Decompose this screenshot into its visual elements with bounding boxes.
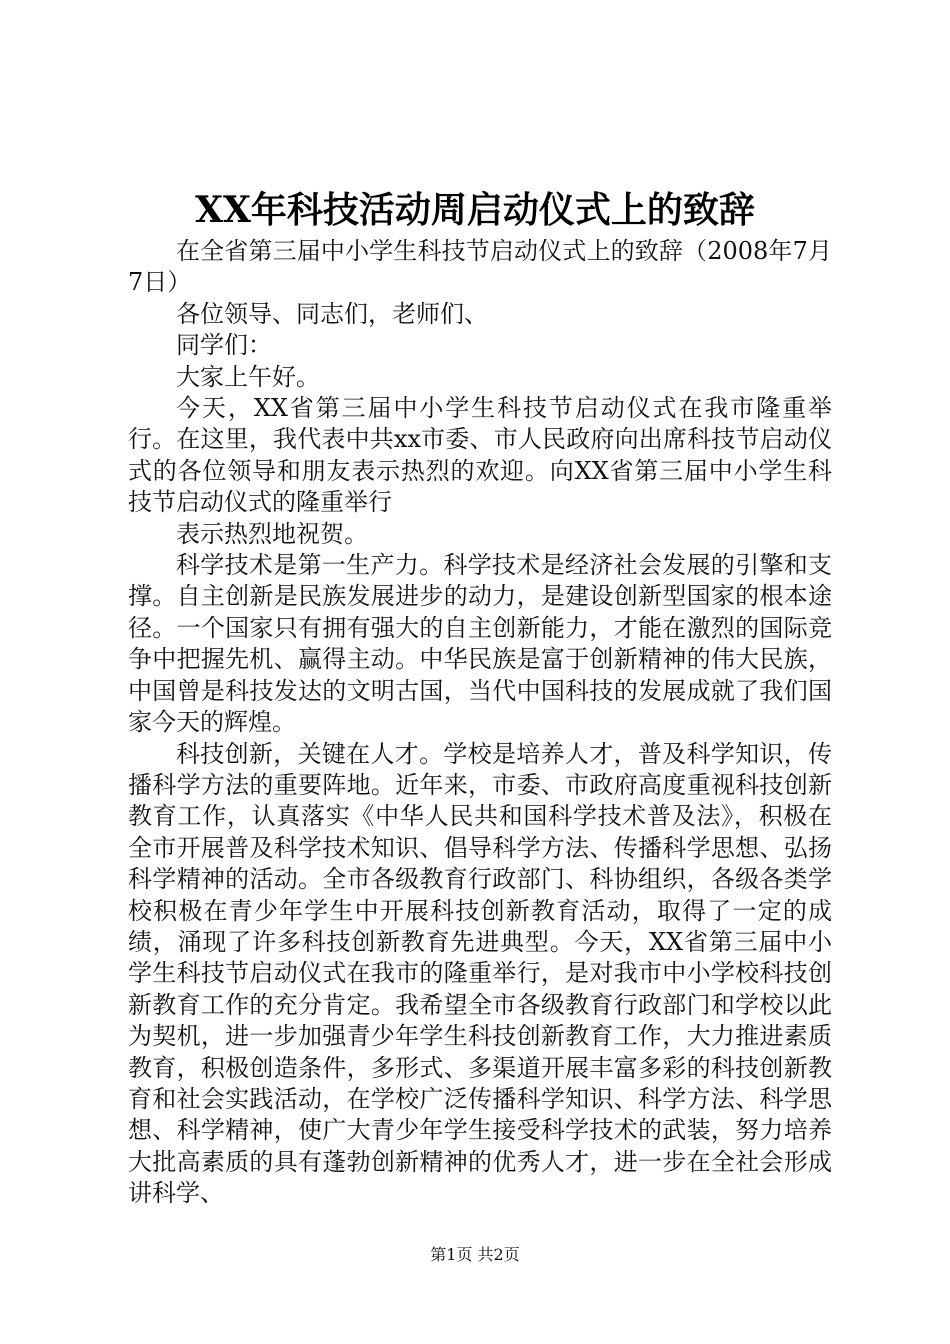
paragraph-heading-line: 在全省第三届中小学生科技节启动仪式上的致辞（2008年7月7日） [128, 237, 832, 297]
paragraph-science: 科学技术是第一生产力。科学技术是经济社会发展的引擎和支撑。自主创新是民族发展进步的动力，是建设创新型国家的根本途径。一个国家只有拥有强大的自主创新能力，才能在激烈的国际竞争中把握先机、赢得主动。中华民族是富于创新精神的伟大民族，中国曾是科技发达的文明古国，当代中国科技的发展成就了我们国家今天的辉煌。 [128, 551, 832, 737]
document-body [128, 236, 832, 1210]
paragraph-congrats: 表示热烈地祝贺。 [176, 519, 368, 548]
paragraph-greeting: 大家上午好。 [176, 362, 320, 391]
document-title: XX年科技活动周启动仪式上的致辞 [195, 189, 755, 231]
paragraph-salutation: 各位领导、同志们，老师们、 [176, 299, 488, 328]
paragraph-talent: 科技创新，关键在人才。学校是培养人才，普及科学知识，传播科学方法的重要阵地。近年来，市委、市政府高度重视科技创新教育工作，认真落实《中华人民共和国科学技术普及法》，积极在全市开展普及科学技术知识、倡导科学方法、传播科学思想、弘扬科学精神的活动。全市各级教育行政部门、科协组织，各级各类学校积极在青少年学生中开展科技创新教育活动，取得了一定的成绩，涌现了许多科技创新教育先进典型。今天，XX省第三届中小学生科技节启动仪式在我市的隆重举行，是对我市中小学校科技创新教育工作的充分肯定。我希望全市各级教育行政部门和学校以此为契机，进一步加强青少年学生科技创新教育工作，大力推进素质教育，积极创造条件，多形式、多渠道开展丰富多彩的科技创新教育和社会实践活动，在学校广泛传播科学知识、科学方法、科学思想、科学精神，使广大青少年学生接受科学技术的武装，努力培养大批高素质的具有蓬勃创新精神的优秀人才，进一步在全社会形成讲科学、 [128, 739, 832, 1208]
paragraph-welcome: 今天，XX省第三届中小学生科技节启动仪式在我市隆重举行。在这里，我代表中共xx市委、市人民政府向出席科技节启动仪式的各位领导和朋友表示热烈的欢迎。向XX省第三届中小学生科技节启动仪式的隆重举行 [128, 394, 832, 517]
page-number-footer: 第1页 共2页 [430, 1245, 520, 1264]
paragraph-salutation-2: 同学们： [176, 331, 272, 360]
